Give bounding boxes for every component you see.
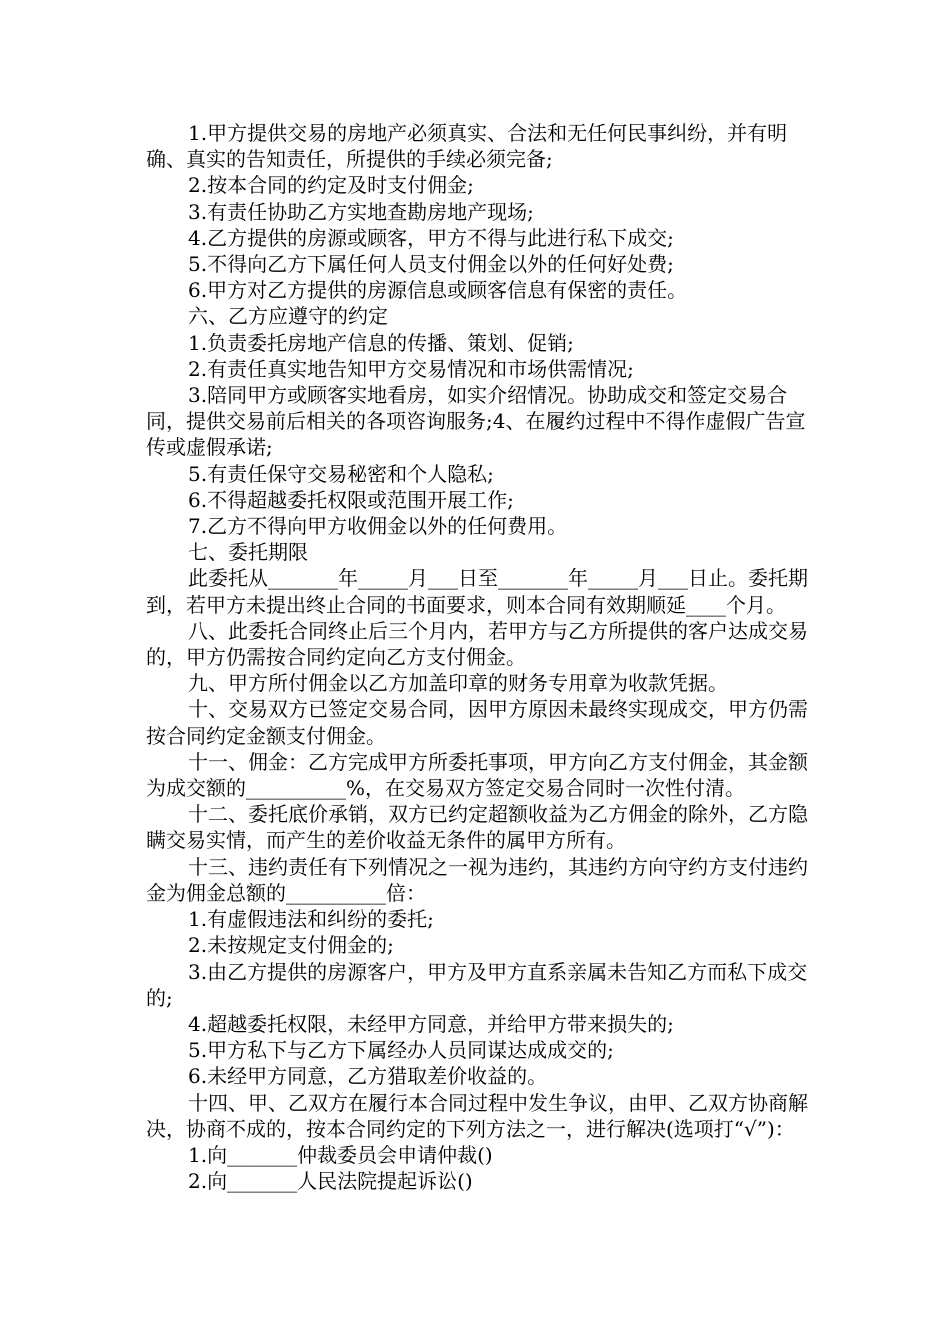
clause-paragraph: 2.未按规定支付佣金的; xyxy=(188,933,394,958)
clause-paragraph: 此委托从_______年_____月___日至_______年_____月___日止。委托期到，若甲方未提出终止合同的书面要求，则本合同有效期顺延____个月。 xyxy=(146,566,808,617)
section-heading: 六、乙方应遵守的约定 xyxy=(188,304,388,329)
clause-paragraph: 2.按本合同的约定及时支付佣金; xyxy=(188,173,474,198)
clause-paragraph: 九、甲方所付佣金以乙方加盖印章的财务专用章为收款凭据。 xyxy=(188,671,728,696)
clause-paragraph: 1.甲方提供交易的房地产必须真实、合法和无任何民事纠纷，并有明确、真实的告知责任，所提供的手续必须完备; xyxy=(146,121,788,172)
clause-paragraph: 6.未经甲方同意，乙方猎取差价收益的。 xyxy=(188,1064,548,1089)
clause-paragraph: 八、此委托合同终止后三个月内，若甲方与乙方所提供的客户达成交易的，甲方仍需按合同约定向乙方支付佣金。 xyxy=(146,618,808,670)
clause-paragraph: 3.陪同甲方或顾客实地看房，如实介绍情况。协助成交和签定交易合同，提供交易前后相关的各项咨询服务;4、在履约过程中不得作虚假广告宣传或虚假承诺; xyxy=(146,383,806,460)
clause-paragraph: 十四、甲、乙双方在履行本合同过程中发生争议，由甲、乙双方协商解决，协商不成的，按本合同约定的下列方法之一，进行解决(选项打“√”)： xyxy=(146,1090,808,1141)
clause-paragraph: 十一、佣金：乙方完成甲方所委托事项，甲方向乙方支付佣金，其金额为成交额的__________%，在交易双方签定交易合同时一次性付清。 xyxy=(146,749,808,801)
clause-paragraph: 3.由乙方提供的房源客户，甲方及甲方直系亲属未告知乙方而私下成交的; xyxy=(146,959,808,1010)
clause-paragraph: 5.甲方私下与乙方下属经办人员同谋达成成交的; xyxy=(188,1038,614,1063)
clause-paragraph: 1.负责委托房地产信息的传播、策划、促销; xyxy=(188,330,574,355)
clause-paragraph: 2.有责任真实地告知甲方交易情况和市场供需情况; xyxy=(188,356,634,381)
clause-paragraph: 3.有责任协助乙方实地查勘房地产现场; xyxy=(188,199,534,224)
clause-paragraph: 6.甲方对乙方提供的房源信息或顾客信息有保密的责任。 xyxy=(188,278,688,303)
clause-paragraph: 4.超越委托权限，未经甲方同意，并给甲方带来损失的; xyxy=(188,1011,674,1036)
clause-paragraph: 1.向_______仲裁委员会申请仲裁() xyxy=(188,1142,493,1167)
section-heading: 七、委托期限 xyxy=(188,540,308,565)
document-body xyxy=(146,120,816,1194)
clause-paragraph: 6.不得超越委托权限或范围开展工作; xyxy=(188,487,514,512)
clause-paragraph: 4.乙方提供的房源或顾客，甲方不得与此进行私下成交; xyxy=(188,225,674,250)
clause-paragraph: 2.向_______人民法院提起诉讼() xyxy=(188,1169,473,1194)
clause-paragraph: 十三、违约责任有下列情况之一视为违约，其违约方向守约方支付违约金为佣金总额的__________倍： xyxy=(146,854,808,905)
clause-paragraph: 7.乙方不得向甲方收佣金以外的任何费用。 xyxy=(188,514,568,539)
clause-paragraph: 十二、委托底价承销，双方已约定超额收益为乙方佣金的除外，乙方隐瞒交易实情，而产生的差价收益无条件的属甲方所有。 xyxy=(146,802,808,853)
clause-paragraph: 5.有责任保守交易秘密和个人隐私; xyxy=(188,461,494,486)
clause-paragraph: 1.有虚假违法和纠纷的委托; xyxy=(188,907,434,932)
clause-paragraph: 十、交易双方已签定交易合同，因甲方原因未最终实现成交，甲方仍需按合同约定金额支付佣金。 xyxy=(146,697,808,748)
clause-paragraph: 5.不得向乙方下属任何人员支付佣金以外的任何好处费; xyxy=(188,252,674,277)
